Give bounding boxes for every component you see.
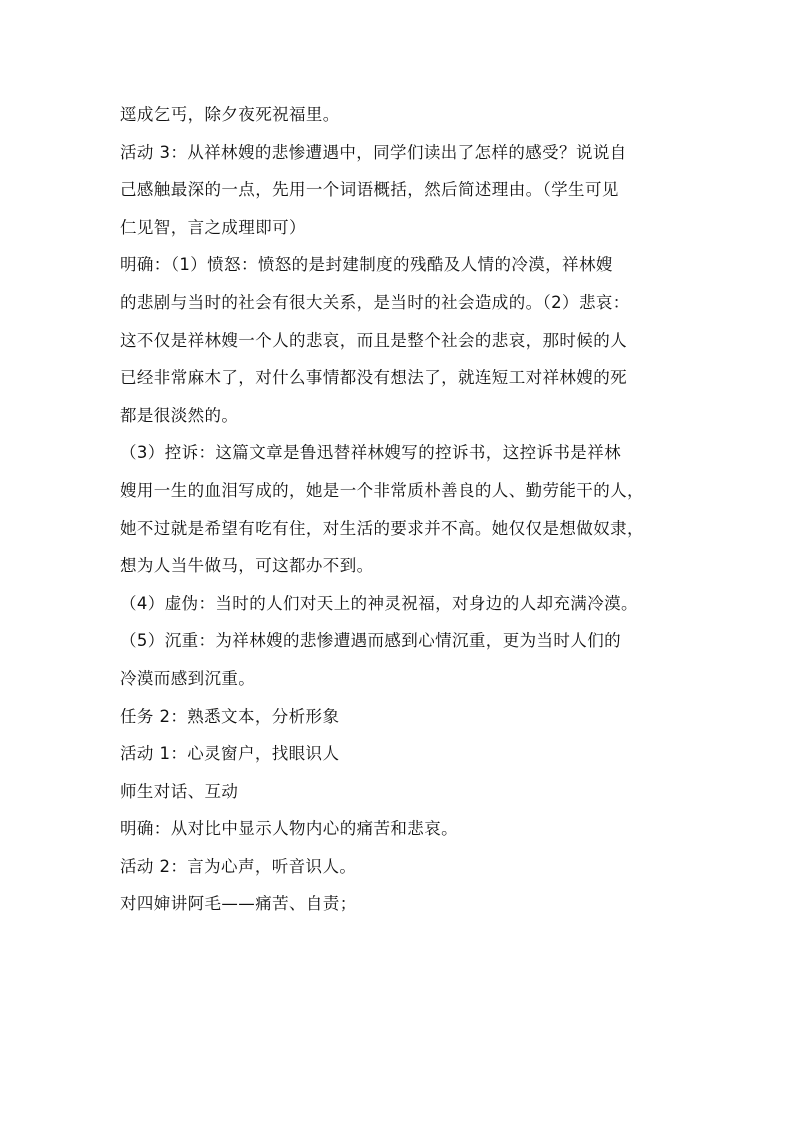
text-line: 师生对话、互动 — [120, 781, 239, 801]
text-line: 活动 2：言为心声，听音识人。 — [120, 856, 357, 876]
text-line: （4）虚伪：当时的人们对天上的神灵祝福，对身边的人却充满冷漠。 — [120, 593, 638, 613]
text-line: 这不仅是祥林嫂一个人的悲哀，而且是整个社会的悲哀，那时候的人 — [120, 330, 627, 350]
text-line: 嫂用一生的血泪写成的，她是一个非常质朴善良的人、勤劳能干的人， — [120, 480, 644, 500]
text-line: 想为人当牛做马，可这都办不到。 — [120, 556, 374, 576]
text-line: 都是很淡然的。 — [120, 405, 239, 425]
body-text — [120, 96, 680, 923]
text-line: 的悲剧与当时的社会有很大关系，是当时的社会造成的。（2）悲哀： — [120, 292, 630, 312]
text-line: 明确：（1）愤怒：愤怒的是封建制度的残酷及人情的冷漠，祥林嫂 — [120, 255, 613, 275]
text-line: 冷漠而感到沉重。 — [120, 668, 256, 688]
text-line: 仁见智，言之成理即可） — [120, 217, 306, 237]
text-line: （3）控诉：这篇文章是鲁迅替祥林嫂写的控诉书，这控诉书是祥林 — [120, 443, 621, 463]
text-line: 明确：从对比中显示人物内心的痛苦和悲哀。 — [120, 819, 458, 839]
text-line: 逕成乞丐，除夕夜死祝福里。 — [120, 105, 340, 124]
text-line: 她不过就是希望有吃有住，对生活的要求并不高。她仅仅是想做奴隶， — [120, 518, 644, 538]
text-line: 活动 1：心灵窗户，找眼识人 — [120, 744, 340, 764]
text-line: 已经非常麻木了，对什么事情都没有想法了，就连短工对祥林嫂的死 — [120, 368, 627, 388]
text-line: （5）沉重：为祥林嫂的悲惨遭遇而感到心情沉重，更为当时人们的 — [120, 631, 621, 651]
text-line: 己感触最深的一点，先用一个词语概括，然后简述理由。（学生可见 — [120, 180, 619, 200]
text-line: 任务 2：熟悉文本，分析形象 — [120, 706, 340, 726]
text-line: 对四婶讲阿毛——痛苦、自责； — [120, 894, 357, 914]
text-line: 活动 3：从祥林嫂的悲惨遭遇中，同学们读出了怎样的感受？说说自 — [120, 142, 627, 162]
